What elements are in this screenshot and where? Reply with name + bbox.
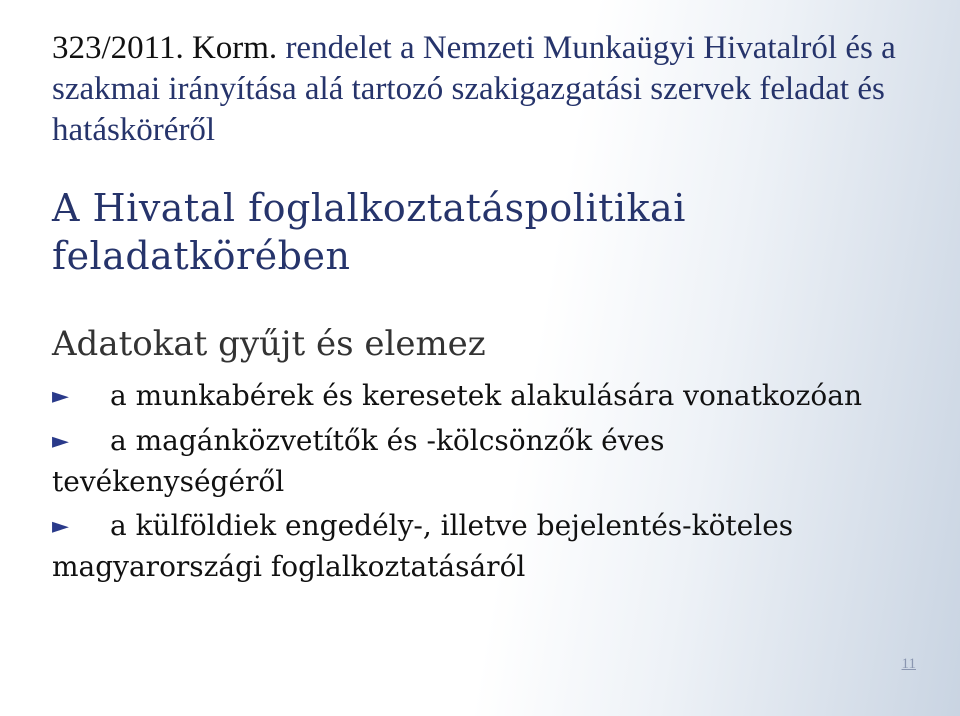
bullet-item bbox=[52, 421, 872, 502]
bullet-text: a külföldiek engedély-, illetve bejelentés-köteles magyarországi foglalkoztatásáról bbox=[52, 509, 794, 583]
bullet-item bbox=[52, 506, 872, 587]
slide-title bbox=[52, 28, 932, 151]
triangle-bullet-icon: ► bbox=[52, 514, 69, 539]
lead-text: Adatokat gyűjt és elemez bbox=[52, 324, 486, 364]
title-decree-text: rendelet a Nemzeti Munkaügyi Hivatalról és a szakmai irányítása alá tartozó szakigazgatási szervek feladat és hatásköréről bbox=[52, 30, 896, 148]
page-number[interactable]: 11 bbox=[901, 656, 916, 672]
bullet-text: a magánközvetítők és -kölcsönzők éves tevékenységéről bbox=[52, 424, 665, 498]
title-decree-number: 323/2011. Korm. bbox=[52, 30, 278, 66]
triangle-bullet-icon: ► bbox=[52, 384, 69, 409]
slide-subtitle: A Hivatal foglalkoztatáspolitikai feladatkörében bbox=[52, 186, 686, 278]
bullet-item bbox=[52, 376, 872, 417]
bullet-text: a munkabérek és keresetek alakulására vonatkozóan bbox=[110, 379, 862, 412]
triangle-bullet-icon: ► bbox=[52, 429, 69, 454]
bullet-list bbox=[52, 376, 872, 591]
